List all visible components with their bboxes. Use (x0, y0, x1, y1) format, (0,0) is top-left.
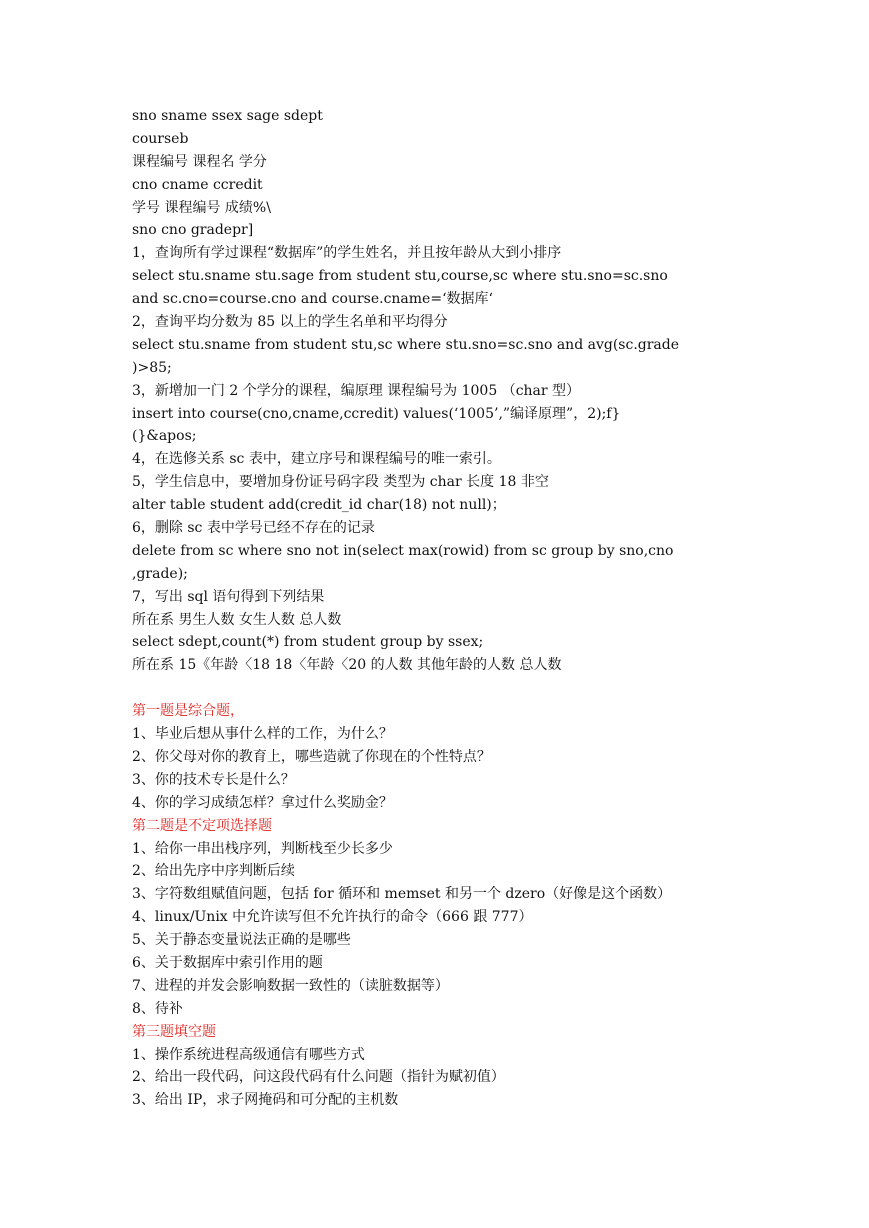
list-item: 5、关于静态变量说法正确的是哪些 (132, 932, 351, 949)
sql-section (132, 105, 852, 677)
question-line: 6，删除 sc 表中学号已经不存在的记录 (132, 520, 375, 537)
text-line: sno sname ssex sage sdept (132, 108, 323, 124)
list-item: 6、关于数据库中索引作用的题 (132, 954, 323, 971)
list-item: 1、给你一串出栈序列，判断栈至少长多少 (132, 840, 393, 857)
blank-line (132, 677, 852, 700)
section-two-heading: 第二题是不定项选择题 (132, 817, 272, 834)
text-line: 学号 课程编号 成绩%\ (132, 199, 271, 216)
list-item: 8、待补 (132, 1000, 183, 1017)
question-line: 2，查询平均分数为 85 以上的学生名单和平均得分 (132, 314, 448, 331)
text-line: courseb (132, 130, 189, 147)
list-item: 7、进程的并发会影响数据一致性的（读脏数据等） (132, 977, 449, 994)
sql-line: insert into course(cno,cname,ccredit) values(‘1005’,”编译原理”，2);f} (132, 405, 621, 422)
section-three (132, 1021, 852, 1113)
sql-line: and sc.cno=course.cno and course.cname=‘数据库‘ (132, 291, 493, 308)
text-line: cno cname ccredit (132, 176, 263, 193)
list-item: 3、给出 IP，求子网掩码和可分配的主机数 (132, 1092, 399, 1109)
sql-line: select sdept,count(*) from student group by ssex; (132, 634, 484, 651)
sql-line: alter table student add(credit_id char(18) not null)； (132, 497, 506, 514)
section-two (132, 815, 852, 1021)
sql-line: select stu.sname stu.sage from student stu,course,sc where stu.sno=sc.sno (132, 268, 668, 285)
list-item: 3、你的技术专长是什么？ (132, 771, 295, 788)
sql-line: (}&apos; (132, 428, 197, 445)
section-three-heading: 第三题填空题 (132, 1023, 216, 1040)
question-line: 3，新增加一门 2 个学分的课程，编原理 课程编号为 1005 （char 型） (132, 382, 581, 399)
question-line: 1，查询所有学过课程“数据库”的学生姓名，并且按年龄从大到小排序 (132, 245, 562, 262)
list-item: 1、操作系统进程高级通信有哪些方式 (132, 1046, 365, 1063)
sql-line: )>85; (132, 359, 172, 376)
text-line: 课程编号 课程名 学分 (132, 153, 267, 170)
list-item: 4、linux/Unix 中允许读写但不允许执行的命令（666 跟 777） (132, 909, 533, 926)
question-line: 5，学生信息中，要增加身份证号码字段 类型为 char 长度 18 非空 (132, 474, 549, 491)
document-body (132, 105, 852, 1112)
question-line: 4，在选修关系 sc 表中，建立序号和课程编号的唯一索引。 (132, 451, 501, 468)
question-line: 7，写出 sql 语句得到下列结果 (132, 588, 325, 605)
sql-line: ,grade); (132, 565, 188, 582)
text-line: 所在系 男生人数 女生人数 总人数 (132, 611, 342, 628)
list-item: 1、毕业后想从事什么样的工作，为什么？ (132, 726, 393, 743)
list-item: 4、你的学习成绩怎样？拿过什么奖励金？ (132, 794, 393, 811)
text-line: 所在系 15《年龄〈18 18〈年龄〈20 的人数 其他年龄的人数 总人数 (132, 657, 562, 674)
sql-line: select stu.sname from student stu,sc where stu.sno=sc.sno and avg(sc.grade (132, 336, 680, 353)
list-item: 2、给出一段代码，问这段代码有什么问题（指针为赋初值） (132, 1069, 505, 1086)
sql-line: delete from sc where sno not in(select max(rowid) from sc group by sno,cno (132, 542, 674, 559)
section-one-heading: 第一题是综合题， (132, 703, 244, 720)
list-item: 3、字符数组赋值问题，包括 for 循环和 memset 和另一个 dzero（好像是这个函数） (132, 886, 672, 903)
text-line: sno cno gradepr] (132, 222, 254, 239)
section-one (132, 700, 852, 814)
list-item: 2、你父母对你的教育上，哪些造就了你现在的个性特点？ (132, 748, 491, 765)
list-item: 2、给出先序中序判断后续 (132, 863, 295, 880)
